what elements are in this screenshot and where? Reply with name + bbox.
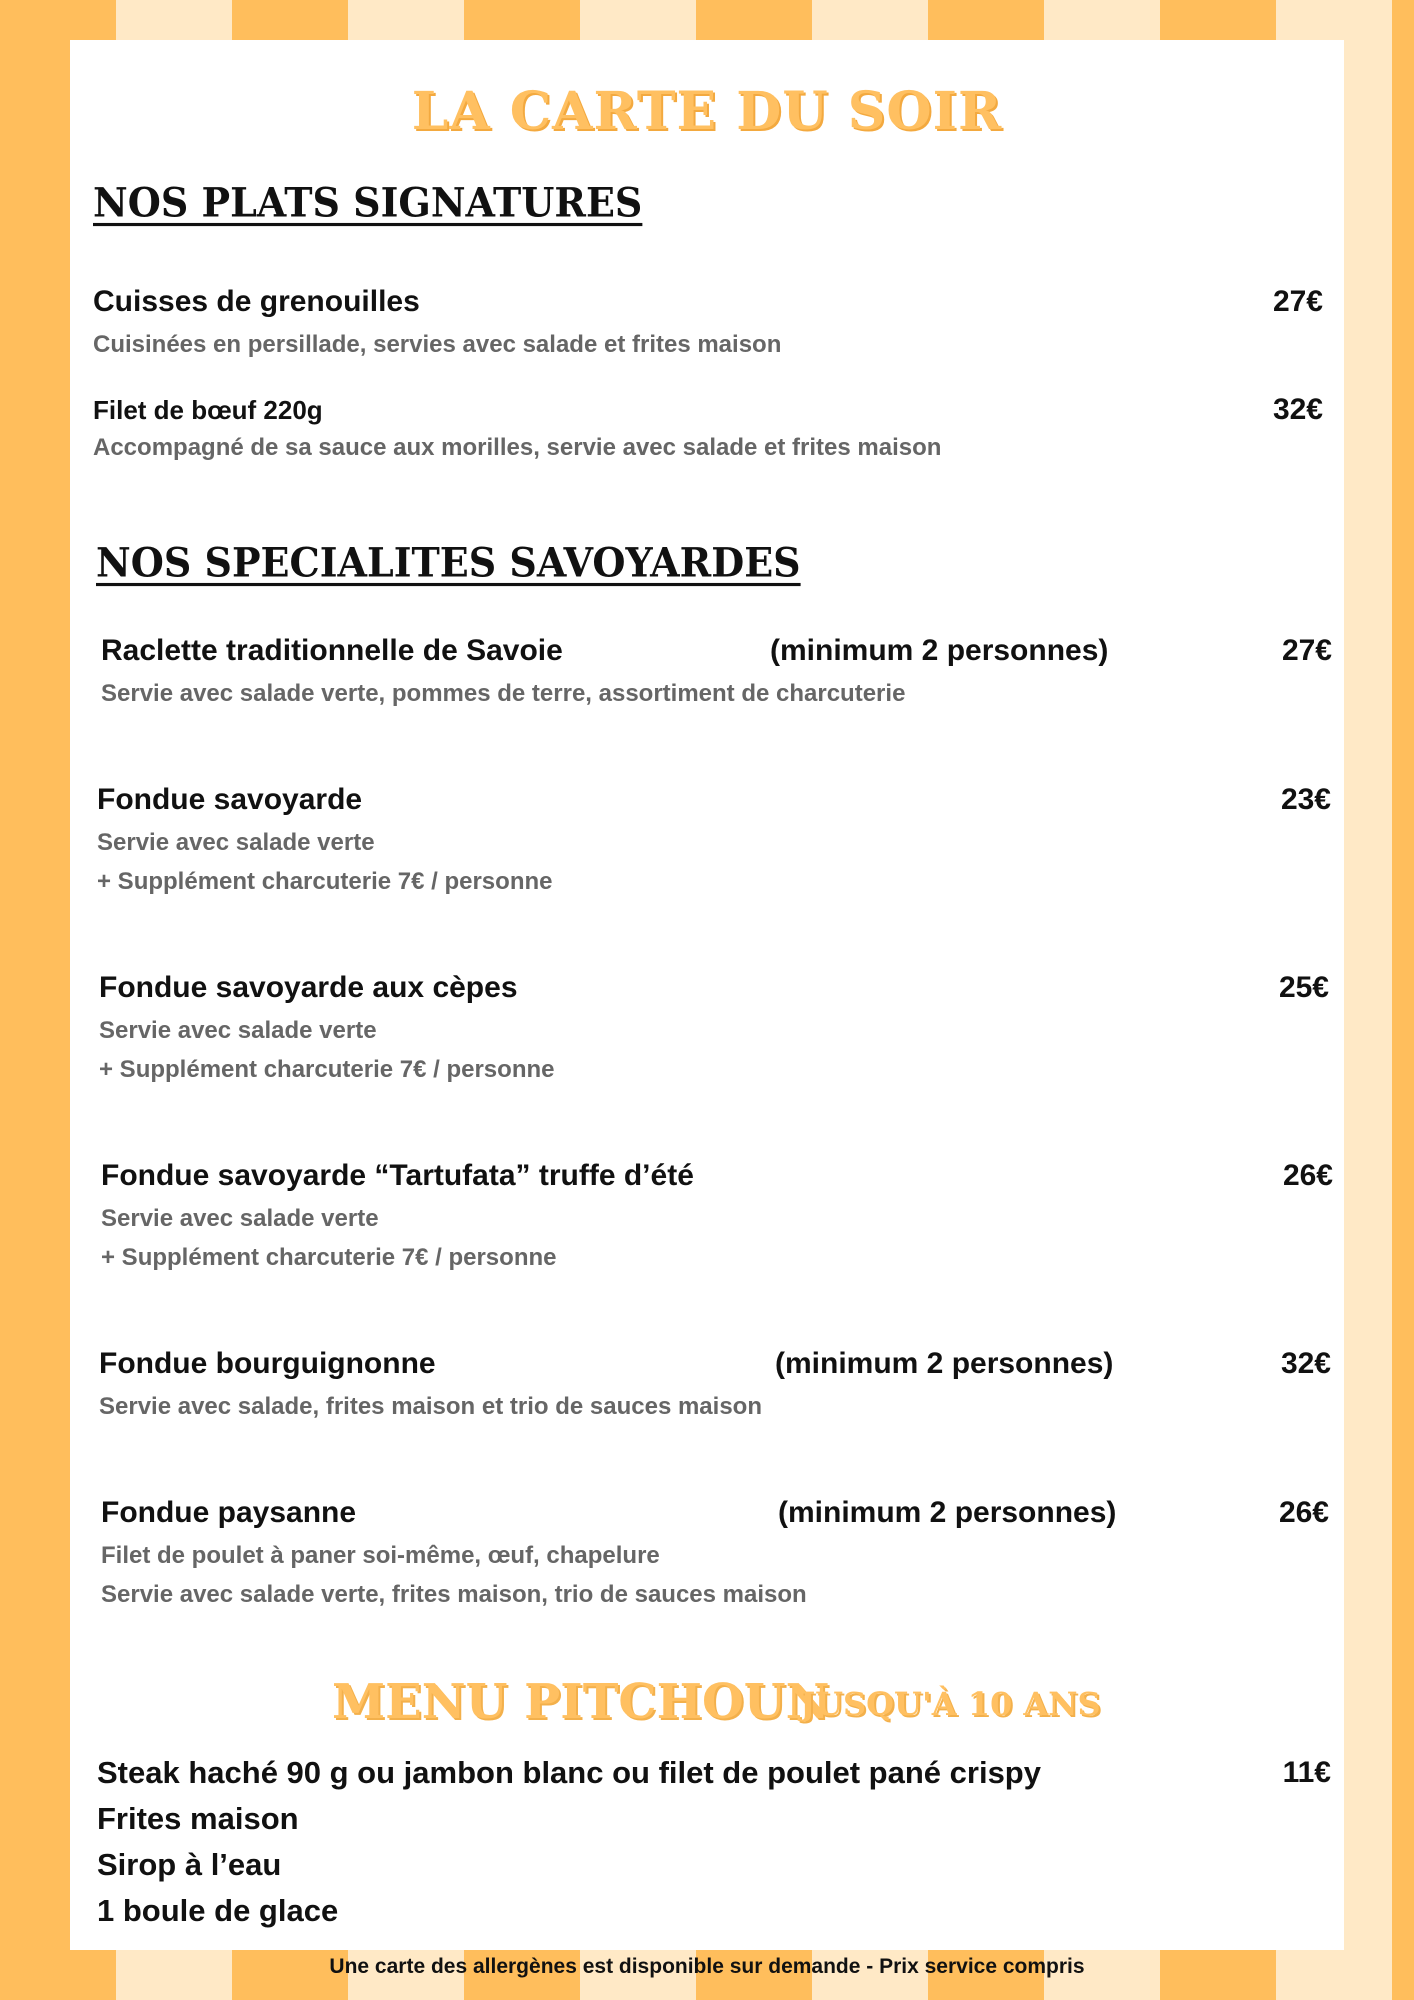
- item-supplement: + Supplément charcuterie 7€ / personne: [99, 1056, 555, 1083]
- pitchoun-age-subtitle: JUSQU'À 10 ANS: [800, 1685, 1101, 1723]
- item-price: 32€: [1272, 393, 1323, 426]
- item-note: (minimum 2 personnes): [778, 1496, 1117, 1529]
- item-price: 26€: [1278, 1496, 1329, 1529]
- section-title-savoyardes: NOS SPECIALITES SAVOYARDES: [96, 538, 801, 587]
- kids-menu-line: 1 boule de glace: [97, 1893, 339, 1928]
- section-title-signatures: NOS PLATS SIGNATURES: [93, 178, 643, 227]
- item-description: Servie avec salade verte, pommes de terre, assortiment de charcuterie: [101, 680, 906, 707]
- menu-title: LA CARTE DU SOIR: [411, 81, 1003, 142]
- item-description: Filet de poulet à paner soi-même, œuf, chapelure: [101, 1542, 660, 1569]
- item-price: 23€: [1280, 783, 1331, 816]
- item-description: Accompagné de sa sauce aux morilles, servie avec salade et frites maison: [93, 434, 942, 461]
- item-name: Fondue savoyarde: [97, 783, 363, 816]
- kids-menu-line: Sirop à l’eau: [97, 1847, 282, 1882]
- item-supplement: + Supplément charcuterie 7€ / personne: [97, 868, 553, 895]
- item-name: Raclette traditionnelle de Savoie: [101, 634, 563, 667]
- item-description: Servie avec salade verte: [99, 1017, 377, 1044]
- kids-menu-line: Steak haché 90 g ou jambon blanc ou filet de poulet pané crispy: [97, 1755, 1041, 1790]
- item-name: Fondue savoyarde “Tartufata” truffe d’été: [101, 1159, 694, 1192]
- item-name: Fondue paysanne: [101, 1496, 357, 1529]
- section-title-pitchoun: MENU PITCHOUN: [332, 1674, 830, 1730]
- item-name: Filet de bœuf 220g: [93, 395, 323, 425]
- item-name: Fondue savoyarde aux cèpes: [99, 971, 518, 1004]
- item-description: Servie avec salade verte: [97, 829, 375, 856]
- item-note: (minimum 2 personnes): [775, 1347, 1114, 1380]
- kids-menu-line: Frites maison: [97, 1801, 299, 1836]
- item-description: Servie avec salade, frites maison et trio de sauces maison: [99, 1393, 762, 1420]
- item-note: (minimum 2 personnes): [770, 634, 1109, 667]
- item-price: 27€: [1281, 634, 1332, 667]
- item-price: 32€: [1280, 1347, 1331, 1380]
- item-price: 25€: [1278, 971, 1329, 1004]
- item-price: 27€: [1272, 285, 1323, 318]
- item-description: Cuisinées en persillade, servies avec salade et frites maison: [93, 331, 782, 358]
- item-price: 26€: [1282, 1159, 1333, 1192]
- item-description: Servie avec salade verte, frites maison, trio de sauces maison: [101, 1581, 807, 1608]
- item-description: Servie avec salade verte: [101, 1205, 379, 1232]
- item-name: Cuisses de grenouilles: [93, 285, 420, 318]
- allergen-footer-note: Une carte des allergènes est disponible sur demande - Prix service compris: [329, 1955, 1085, 1978]
- item-supplement: + Supplément charcuterie 7€ / personne: [101, 1244, 557, 1271]
- item-name: Fondue bourguignonne: [99, 1347, 436, 1380]
- item-price: 11€: [1282, 1756, 1331, 1789]
